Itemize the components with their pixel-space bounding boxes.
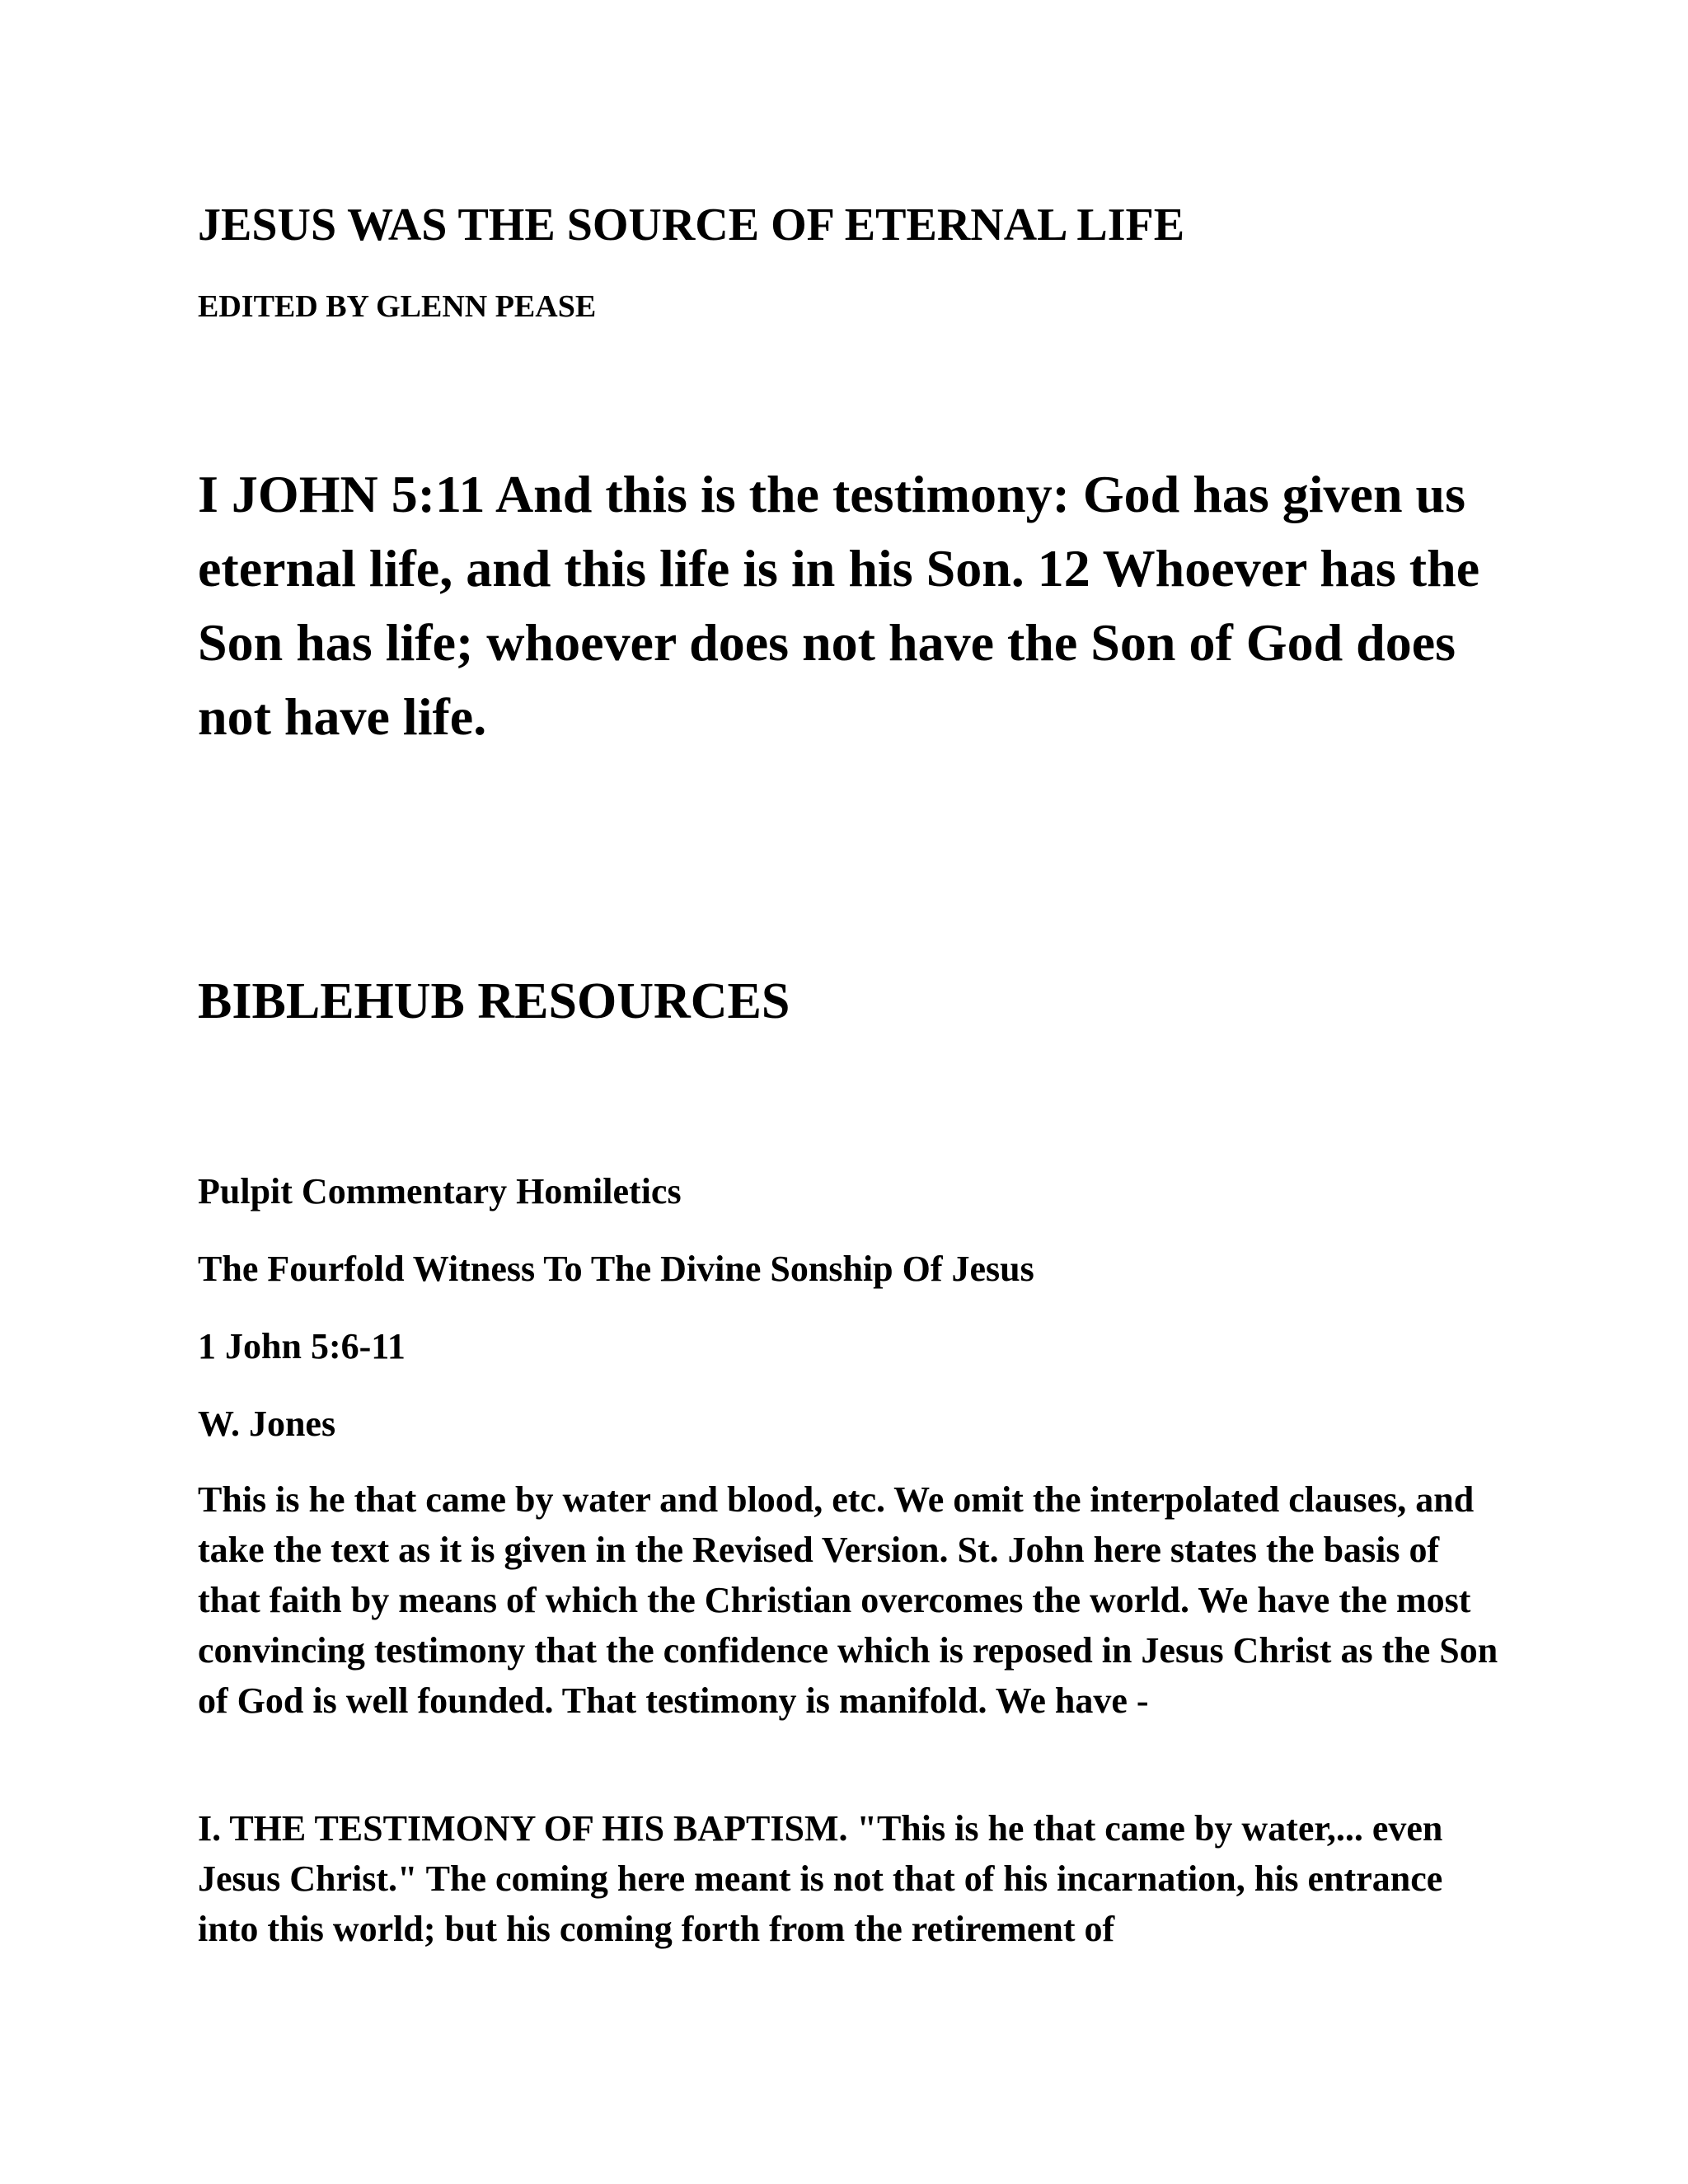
commentary-source: Pulpit Commentary Homiletics <box>198 1171 682 1212</box>
section-heading: BIBLEHUB RESOURCES <box>198 973 790 1029</box>
article-title: The Fourfold Witness To The Divine Sonship Of Jesus <box>198 1249 1034 1289</box>
article-author: W. Jones <box>198 1404 336 1444</box>
body-paragraph-2: I. THE TESTIMONY OF HIS BAPTISM. "This is he that came by water,... even Jesus Christ." The coming here meant is not that of his incarnation, his entrance into this world; but his coming forth from the retirement of <box>198 1808 1443 1949</box>
editor-byline: EDITED BY GLENN PEASE <box>198 289 597 324</box>
body-paragraph-1: This is he that came by water and blood, etc. We omit the interpolated clauses, and take the text as it is given in the Revised Version. St. John here states the basis of that faith by means of which the Christian overcomes the world. We have the most convincing testimony that the confidence which is reposed in Jesus Christ as the Son of God is well founded. That testimony is manifold. We have - <box>198 1479 1498 1721</box>
scripture-reference: 1 John 5:6-11 <box>198 1326 406 1366</box>
scripture-passage: I JOHN 5:11 And this is the testimony: God has given us eternal life, and this life is in his Son. 12 Whoever has the Son has life; whoever does not have the Son of God does not have life. <box>198 465 1480 746</box>
document-title: JESUS WAS THE SOURCE OF ETERNAL LIFE <box>198 199 1185 251</box>
